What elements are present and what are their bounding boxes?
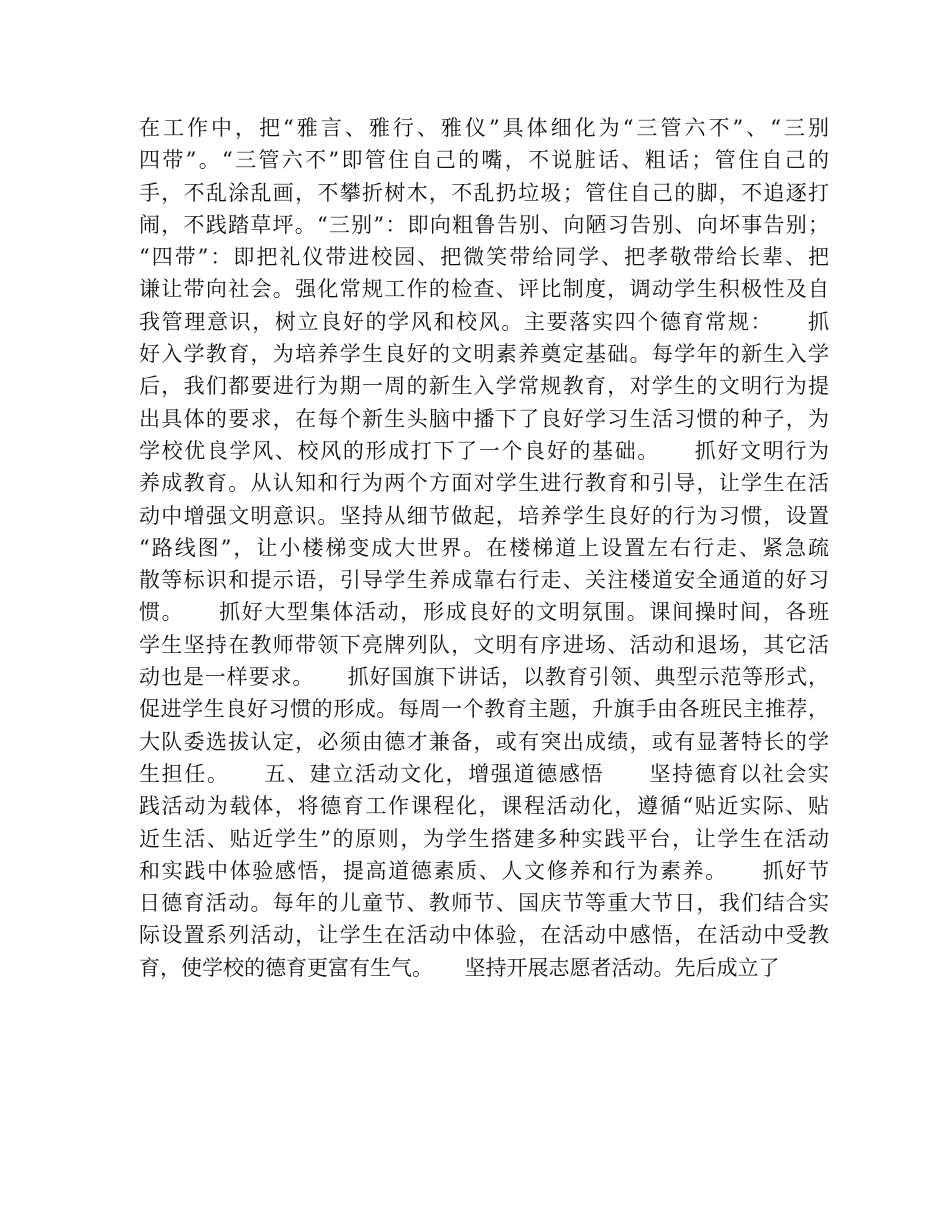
text-line: “路线图”，让小楼梯变成大世界。在楼梯道上设置左右行走、紧急疏 <box>139 535 829 560</box>
text-line: “四带”：即把礼仪带进校园、把微笑带给同学、把孝敬带给长辈、把 <box>139 245 829 270</box>
text-line: 手，不乱涂乱画，不攀折树木，不乱扔垃圾；管住自己的脚，不追逐打 <box>139 180 829 205</box>
text-line: 学校优良学风、校风的形成打下了一个良好的基础。 抓好文明行为 <box>139 438 829 463</box>
text-line: 在工作中，把“雅言、雅行、雅仪”具体细化为“三管六不”、“三别 <box>139 116 829 140</box>
text-line: 闹，不践踏草坪。“三别”：即向粗鲁告别、向陋习告别、向坏事告别； <box>139 212 829 237</box>
text-line: 后，我们都要进行为期一周的新生入学常规教育，对学生的文明行为提 <box>139 374 829 399</box>
text-line: 惯。 抓好大型集体活动，形成良好的文明氛围。课间操时间，各班 <box>139 600 829 625</box>
text-line: 好入学教育，为培养学生良好的文明素养奠定基础。每学年的新生入学 <box>139 342 829 367</box>
body-text <box>139 112 829 984</box>
text-line: 践活动为载体，将德育工作课程化，课程活动化，遵循“贴近实际、贴 <box>139 794 829 819</box>
text-line: 动中增强文明意识。坚持从细节做起，培养学生良好的行为习惯，设置 <box>139 503 829 528</box>
text-line: 学生坚持在教师带领下亮牌列队，文明有序进场、活动和退场，其它活 <box>139 632 829 657</box>
text-line: 动也是一样要求。 抓好国旗下讲话，以教育引领、典型示范等形式， <box>139 665 829 690</box>
text-line: 我管理意识，树立良好的学风和校风。主要落实四个德育常规： 抓 <box>139 309 829 334</box>
text-line: 出具体的要求，在每个新生头脑中播下了良好学习生活习惯的种子，为 <box>139 406 829 431</box>
text-line: 近生活、贴近学生”的原则，为学生搭建多种实践平台，让学生在活动 <box>139 826 829 851</box>
text-line: 促进学生良好习惯的形成。每周一个教育主题，升旗手由各班民主推荐， <box>139 697 829 722</box>
text-line: 四带”。“三管六不”即管住自己的嘴，不说脏话、粗话；管住自己的 <box>139 148 829 173</box>
text-line: 和实践中体验感悟，提高道德素质、人文修养和行为素养。 抓好节 <box>139 858 829 883</box>
text-line: 养成教育。从认知和行为两个方面对学生进行教育和引导，让学生在活 <box>139 471 829 496</box>
text-line: 际设置系列活动，让学生在活动中体验，在活动中感悟，在活动中受教 <box>139 923 829 948</box>
text-line: 谦让带向社会。强化常规工作的检查、评比制度，调动学生积极性及自 <box>139 277 829 302</box>
text-line: 散等标识和提示语，引导学生养成靠右行走、关注楼道安全通道的好习 <box>139 568 829 593</box>
text-line: 育，使学校的德育更富有生气。 坚持开展志愿者活动。先后成立了 <box>139 955 780 980</box>
text-line: 日德育活动。每年的儿童节、教师节、国庆节等重大节日，我们结合实 <box>139 891 829 916</box>
text-line: 生担任。 五、建立活动文化，增强道德感悟 坚持德育以社会实 <box>139 761 829 786</box>
text-line: 大队委选拔认定，必须由德才兼备，或有突出成绩，或有显著特长的学 <box>139 729 829 754</box>
